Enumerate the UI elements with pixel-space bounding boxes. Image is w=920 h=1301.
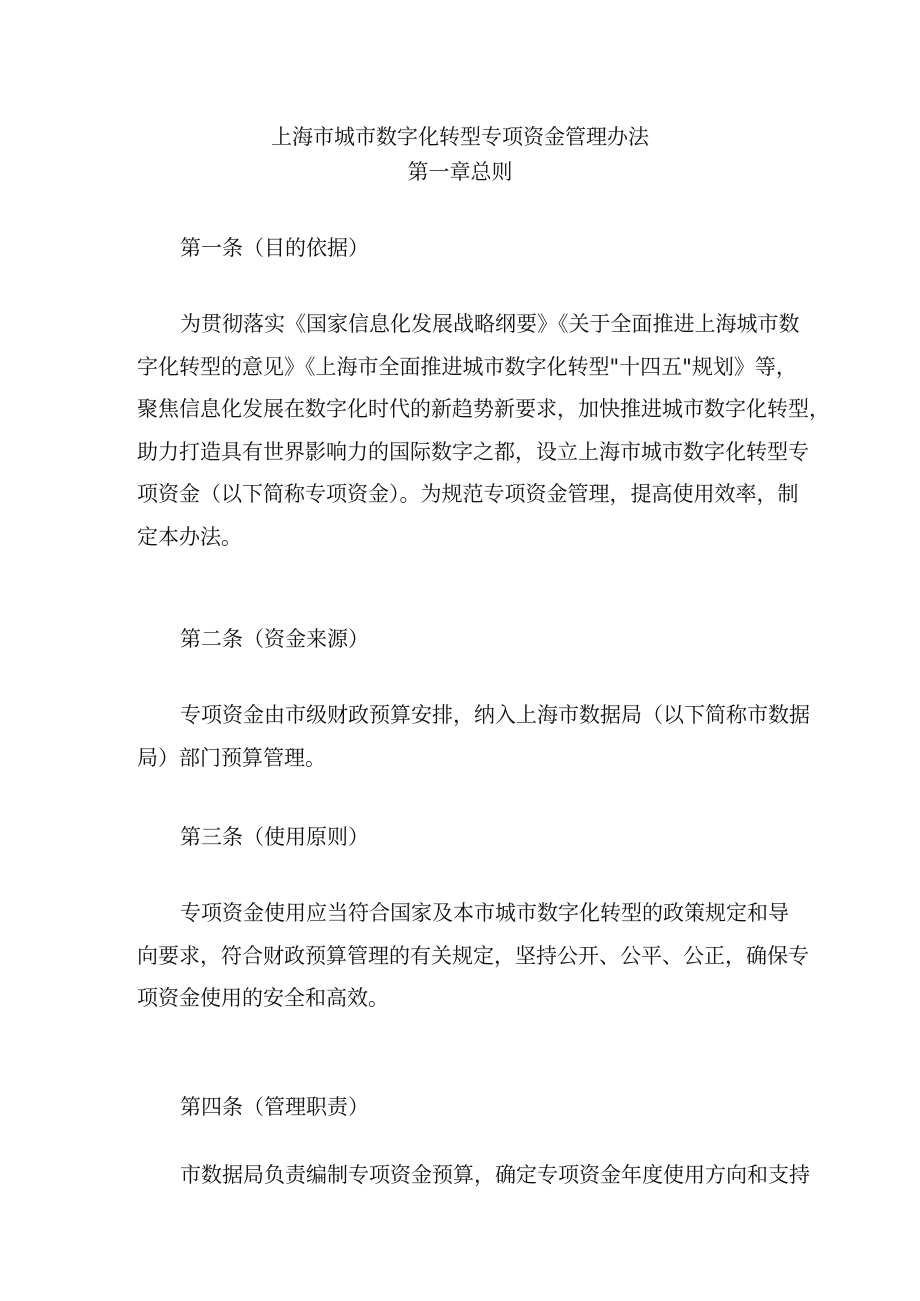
article-heading: 第三条（使用原则） — [180, 825, 369, 849]
paragraph-line: 项资金使用的安全和高效。 — [137, 986, 389, 1010]
article-heading: 第一条（目的依据） — [180, 236, 369, 260]
article-paragraph — [137, 1154, 810, 1197]
document-title: 上海市城市数字化转型专项资金管理办法 — [271, 125, 649, 149]
paragraph-line: 局）部门预算管理。 — [137, 745, 326, 770]
paragraph-line: 专项资金由市级财政预算安排，纳入上海市数据局（以下简称市数据 — [180, 703, 810, 727]
chapter-heading: 第一章总则 — [407, 160, 513, 184]
paragraph-line: 聚焦信息化发展在数字化时代的新趋势新要求，加快推进城市数字化转型， — [137, 397, 830, 421]
article-paragraph — [137, 694, 810, 779]
paragraph-line: 为贯彻落实《国家信息化发展战略纲要》《关于全面推进上海城市数 — [180, 312, 800, 336]
article-heading: 第二条（资金来源） — [180, 627, 369, 651]
paragraph-line: 助力打造具有世界影响力的国际数字之都，设立上海市城市数字化转型专 — [137, 439, 809, 464]
paragraph-line: 字化转型的意见》《上海市全面推进城市数字化转型"十四五"规划》等， — [137, 354, 797, 379]
paragraph-line: 市数据局负责编制专项资金预算，确定专项资金年度使用方向和支持 — [180, 1163, 810, 1187]
paragraph-line: 定本办法。 — [137, 524, 242, 549]
article-paragraph — [137, 892, 809, 1020]
paragraph-line: 项资金（以下简称专项资金）。为规范专项资金管理，提高使用效率，制 — [137, 482, 799, 506]
paragraph-line: 专项资金使用应当符合国家及本市城市数字化转型的政策规定和导 — [180, 901, 789, 925]
paragraph-line: 向要求，符合财政预算管理的有关规定，坚持公开、公平、公正，确保专 — [137, 943, 809, 968]
article-paragraph — [137, 303, 830, 558]
article-heading: 第四条（管理职责） — [180, 1095, 369, 1119]
